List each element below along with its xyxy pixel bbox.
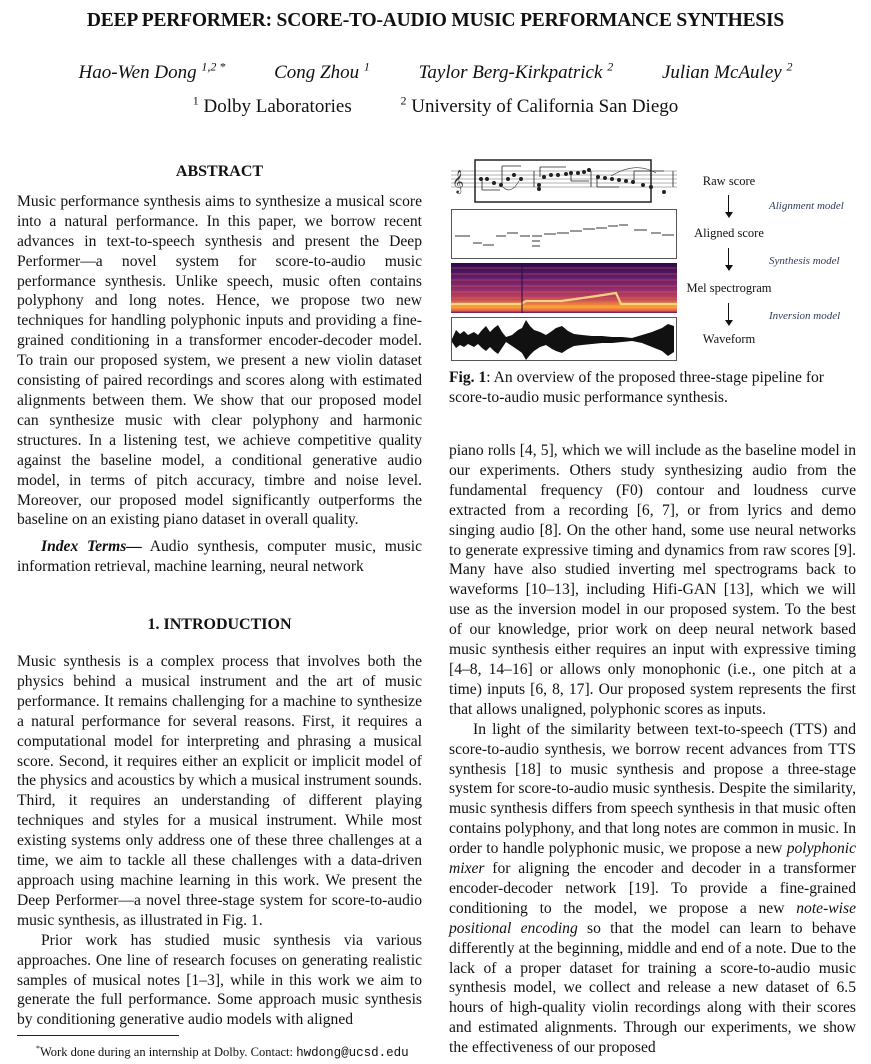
piano-roll-icon [452,210,676,258]
author-superscript: 1,2 * [201,60,226,74]
waveform-icon [452,318,676,360]
figure-1 [449,157,859,357]
author-superscript: 1 [363,60,370,74]
intro-paragraph-3-text: In light of the similarity between text-to-speech (TTS) and score-to-audio synthesis, we borrow recent advances from TTS synthesis [18] to music synthesis and propose a three-stage system for score-to-audio music synthesis. Despite the similarity, music synthesis differs from speech synthesis in that music often contains polyphony, and that long notes are common in music. In order to handle polyphonic music, we propose a new [449,720,856,858]
svg-text:𝄞: 𝄞 [452,169,464,193]
intro-paragraph-2: Prior work has studied music synthesis via various approaches. One line of research focuses on generating realistic samples of musical notes [1–3], while in this work we aim to generate the full performance. Some approach music synthesis by conditioning generative audio models with aligned [17,931,422,1029]
author-name: Hao-Wen Dong [78,62,197,84]
spectrogram-harmonic-icon [451,263,677,313]
footnote-mark: * [36,1044,40,1053]
sheet-music-icon [451,157,677,205]
author-2 [274,62,370,83]
author-name: Cong Zhou [274,62,360,84]
stage-label-aligned-score: Aligned score [694,226,764,240]
affiliation-list [0,94,871,118]
stage-label-waveform: Waveform [702,332,756,346]
author-superscript: 2 [607,60,614,74]
mel-spectrogram-image [451,263,677,313]
down-arrow-icon [728,248,729,268]
paper-title: DEEP PERFORMER: SCORE-TO-AUDIO MUSIC PERFORMANCE SYNTHESIS [86,10,785,31]
author-3 [419,62,614,83]
author-list [0,60,871,84]
waveform-image [451,317,677,361]
index-terms-list: Audio synthesis, computer music, music information retrieval, machine learning, neural network [17,538,423,576]
figure-caption [449,368,856,408]
affiliation-1 [193,96,352,117]
abstract-text: Music performance synthesis aims to synthesize a musical score into a natural performance. In this paper, we borrow recent advances in text-to-speech synthesis and present the Deep Performer—a novel system for score-to-audio music performance synthesis. Unlike speech, music often contains polyphony and long notes. Hence, we propose two new techniques for handling polyphonic inputs and providing a fine-grained conditioning in a transformer encoder-decoder model. To train our proposed system, we present a new violin dataset consisting of paired recordings and scores along with estimated alignments between them. We show that our proposed model can synthesize music with clear polyphony and harmonic structures. In a listening test, we achieve competitive quality against the baseline model, a conditional generative audio model, in terms of pitch accuracy, timbre and noise level. Moreover, our proposed model significantly outperforms the baseline on an existing piano dataset in overall quality. [17,192,422,529]
index-terms [17,537,422,577]
down-arrow-icon [728,303,729,323]
index-terms-label: Index Terms— [41,538,142,556]
footnote-text: Work done during an internship at Dolby. Contact: [40,1045,297,1060]
emphasis-polyphonic-mixer: polyphonic mixer [449,840,856,878]
abstract-heading: ABSTRACT [175,163,264,180]
raw-score-image [451,157,677,205]
aligned-score-image [451,209,677,259]
stage-label-raw-score: Raw score [702,174,756,188]
model-label-alignment: Alignment model [769,200,844,212]
footnote-rule [17,1035,179,1036]
emphasis-note-wise-encoding: note-wise positional encoding [449,899,856,937]
model-label-synthesis: Synthesis model [769,255,840,267]
author-1 [79,62,226,83]
footnote [36,1041,409,1061]
down-arrow-icon [728,195,729,215]
intro-paragraph-2-continued: piano rolls [4, 5], which we will include as the baseline model in our experiments. Others study synthesizing audio from the fundamental frequency (F0) contour and loudness curve extracted from a recording [6, 7], or from lyrics and demo singing audio [8]. On the other hand, some use neural networks to generate expressive timing and dynamics from raw scores [9]. Many have also studied inverting mel spectrograms back to waveforms [10–13], including Hifi-GAN [13], which we will use as the inversion model in our proposed system. To the best of our knowledge, prior work on deep neural network based music synthesis either requires an input with expressive timing [4–8, 14–16] or allows only monophonic (i.e., one pitch at a time) inputs [6, 8, 17]. Our proposed system represents the first that allows unaligned, polyphonic scores as inputs. [449,442,856,718]
caption-text: : An overview of the proposed three-stage pipeline for score-to-audio music performance synthesis. [449,369,825,406]
author-name: Julian McAuley [661,62,782,84]
affiliation-superscript: 1 [192,94,199,108]
author-4 [662,62,793,83]
affiliation-name: Dolby Laboratories [203,96,352,118]
right-column [449,441,856,1058]
caption-label: Fig. 1 [449,369,487,386]
affiliation-name: University of California San Diego [411,96,679,118]
author-superscript: 2 [786,60,793,74]
footnote-email: hwdong@ucsd.edu [296,1046,409,1061]
author-name: Taylor Berg-Kirkpatrick [418,62,603,84]
intro-paragraph-3 [449,720,856,1058]
affiliation-2 [401,96,679,117]
model-label-inversion: Inversion model [769,310,841,322]
intro-paragraph-1: Music synthesis is a complex process that involves both the physics behind a musical instrument and the art of music performance. It remains challenging for a machine to synthesize a natural performance for several reasons. First, it requires a computational model for interpreting and phrasing a musical score. Second, it requires either an explicit or implicit model of the physics and acoustics by which a musical instrument sounds. Third, it requires an understanding of different playing techniques and styles for a musical instrument. While most existing systems only address one of these three challenges at a time, we aim to tackle all these challenges with a data-driven approach using machine learning in this work. We present the Deep Performer—a novel three-stage system for score-to-audio music synthesis, as illustrated in Fig. 1. [17,653,422,929]
intro-paragraph-3-text: for aligning the encoder and decoder in a transformer encoder-decoder network [19]. To provide a fine-grained conditioning to the model, we propose a new [449,860,856,917]
left-column [17,162,422,1030]
intro-paragraph-3-text: so that the model can learn to behave differently at the beginning, middle and end of a note. Due to the lack of a proper dataset for training a score-to-audio music synthesis model, we collect and release a new dataset of 6.5 hours of high-quality violin recordings along with their scores and estimated alignments. Through our experiments, we show the effectiveness of our proposed [449,919,856,1057]
introduction-heading: 1. INTRODUCTION [147,616,292,634]
stage-label-mel-spectrogram: Mel spectrogram [686,281,772,295]
affiliation-superscript: 2 [400,94,407,108]
